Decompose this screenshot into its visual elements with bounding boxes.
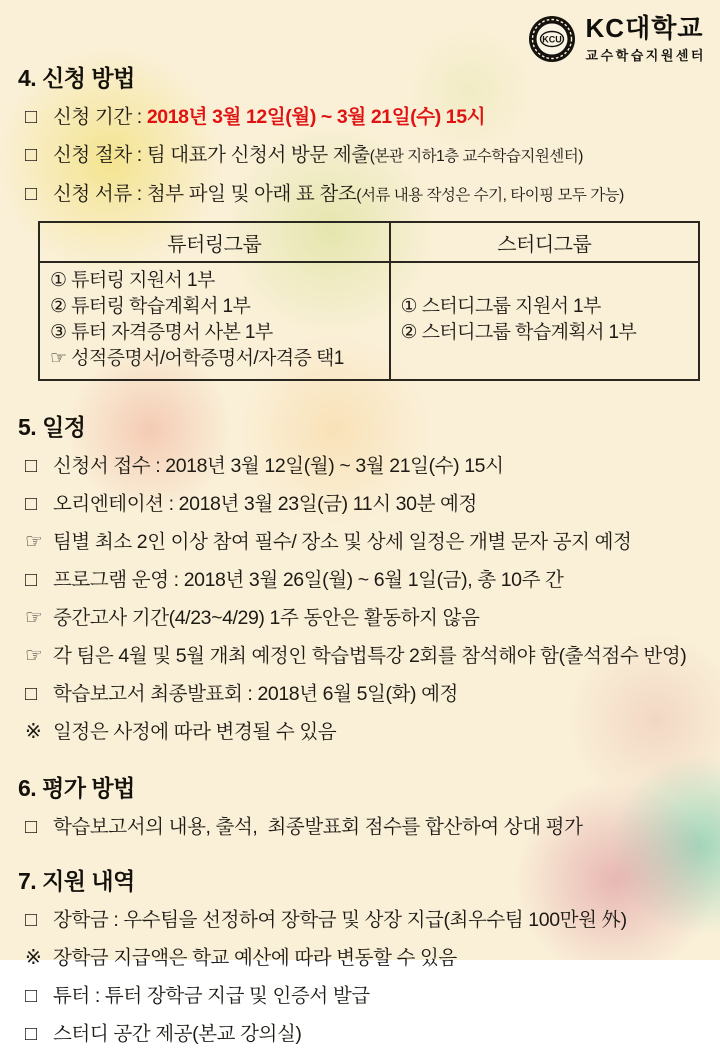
line-text: 프로그램 운영 : 2018년 3월 26일(월) ~ 6월 1일(금), 총 10주 간	[53, 569, 564, 591]
apply-period-dates: 2018년 3월 12일(월) ~ 3월 21일(수) 15시	[146, 106, 486, 128]
checkbox-glyph: □	[25, 493, 37, 515]
tutoring-group-cell	[39, 262, 390, 380]
line-reception	[18, 453, 704, 480]
line-text: 신청서 접수 : 2018년 3월 12일(월) ~ 3월 21일(수) 15시	[53, 455, 504, 477]
section-7-title: 7. 지원 내역	[18, 868, 135, 894]
line-schedule-change-note	[18, 719, 704, 746]
list-item: ① 튜터링 지원서 1부	[50, 270, 215, 291]
line-text: 장학금 지급액은 학교 예산에 따라 변동할 수 있음	[53, 947, 457, 969]
section-5-title: 5. 일정	[18, 414, 86, 440]
line-text: 신청 절차 : 팀 대표가 신청서 방문 제출	[53, 144, 370, 166]
list-item: ② 스터디그룹 학습계획서 1부	[400, 322, 637, 343]
line-text: 학습보고서의 내용, 출석, 최종발표회 점수를 합산하여 상대 평가	[53, 816, 583, 838]
list-item: ① 스터디그룹 지원서 1부	[400, 296, 601, 317]
checkbox-glyph: □	[25, 816, 37, 838]
line-midterm-note	[18, 605, 704, 632]
list-item: ☞ 성적증명서/어학증명서/자격증 택1	[50, 348, 344, 369]
line-text: 신청 서류 : 첨부 파일 및 아래 표 참조	[53, 183, 357, 205]
section-6-title: 6. 평가 방법	[18, 775, 135, 801]
pointing-hand-icon: ☞	[25, 607, 43, 629]
line-text: 신청 기간 :	[53, 106, 147, 128]
list-item: ② 튜터링 학습계획서 1부	[50, 296, 251, 317]
line-tutor-support	[18, 983, 704, 1010]
logo-text	[585, 12, 706, 64]
line-text: 오리엔테이션 : 2018년 3월 23일(금) 11시 30분 예정	[53, 493, 477, 515]
line-apply-procedure	[18, 142, 704, 170]
line-text: 스터디 공간 제공(본교 강의실)	[53, 1023, 302, 1045]
line-lecture-note	[18, 643, 704, 670]
pointing-hand-icon: ☞	[25, 645, 43, 667]
section-4-title: 4. 신청 방법	[18, 65, 135, 91]
checkbox-glyph: □	[25, 683, 37, 705]
study-group-cell	[390, 262, 700, 380]
line-orientation	[18, 491, 704, 518]
line-text: 장학금 : 우수팀을 선정하여 장학금 및 상장 지급(최우수팀 100만원 外)	[53, 909, 627, 931]
pointing-hand-icon: ☞	[25, 531, 43, 553]
line-study-space	[18, 1021, 704, 1048]
table-body-row	[39, 262, 699, 380]
checkbox-glyph: □	[25, 569, 37, 591]
checkbox-glyph: □	[25, 455, 37, 477]
center-name: 교수학습지원센터	[585, 47, 706, 63]
checkbox-glyph: □	[25, 106, 37, 128]
table-header-row	[39, 222, 699, 262]
svg-text:KCU: KCU	[541, 34, 562, 45]
line-scholarship	[18, 907, 704, 934]
line-scholarship-note	[18, 945, 704, 972]
checkbox-glyph: □	[25, 1023, 37, 1045]
line-note: (본관 지하1층 교수학습지원센터)	[369, 148, 583, 165]
header-tutoring-group: 튜터링그룹	[39, 222, 390, 262]
reference-mark-icon: ※	[25, 947, 42, 969]
list-item: ③ 튜터 자격증명서 사본 1부	[50, 322, 273, 343]
checkbox-glyph: □	[25, 144, 37, 166]
header-study-group: 스터디그룹	[390, 222, 700, 262]
checkbox-glyph: □	[25, 985, 37, 1007]
reference-mark-icon: ※	[25, 721, 42, 743]
line-program-period	[18, 567, 704, 594]
kcu-seal-icon	[527, 14, 577, 64]
line-orientation-note	[18, 529, 704, 556]
line-final-presentation	[18, 681, 704, 708]
line-text: 중간고사 기간(4/23~4/29) 1주 동안은 활동하지 않음	[53, 607, 480, 629]
line-text: 일정은 사정에 따라 변경될 수 있음	[53, 721, 337, 743]
line-evaluation	[18, 814, 704, 841]
university-name: KC대학교	[585, 12, 704, 43]
checkbox-glyph: □	[25, 183, 37, 205]
line-apply-documents	[18, 181, 704, 209]
line-text: 팀별 최소 2인 이상 참여 필수/ 장소 및 상세 일정은 개별 문자 공지 예정	[53, 531, 632, 553]
checkbox-glyph: □	[25, 909, 37, 931]
line-note: (서류 내용 작성은 수기, 타이핑 모두 가능)	[356, 187, 624, 204]
line-text: 각 팀은 4월 및 5월 개최 예정인 학습법특강 2회를 참석해야 함(출석점수 반영)	[53, 645, 687, 667]
documents-table	[38, 221, 700, 381]
line-apply-period	[18, 104, 704, 131]
line-text: 학습보고서 최종발표회 : 2018년 6월 5일(화) 예정	[53, 683, 458, 705]
line-text: 튜터 : 튜터 장학금 지급 및 인증서 발급	[53, 985, 370, 1007]
university-logo	[527, 14, 706, 64]
